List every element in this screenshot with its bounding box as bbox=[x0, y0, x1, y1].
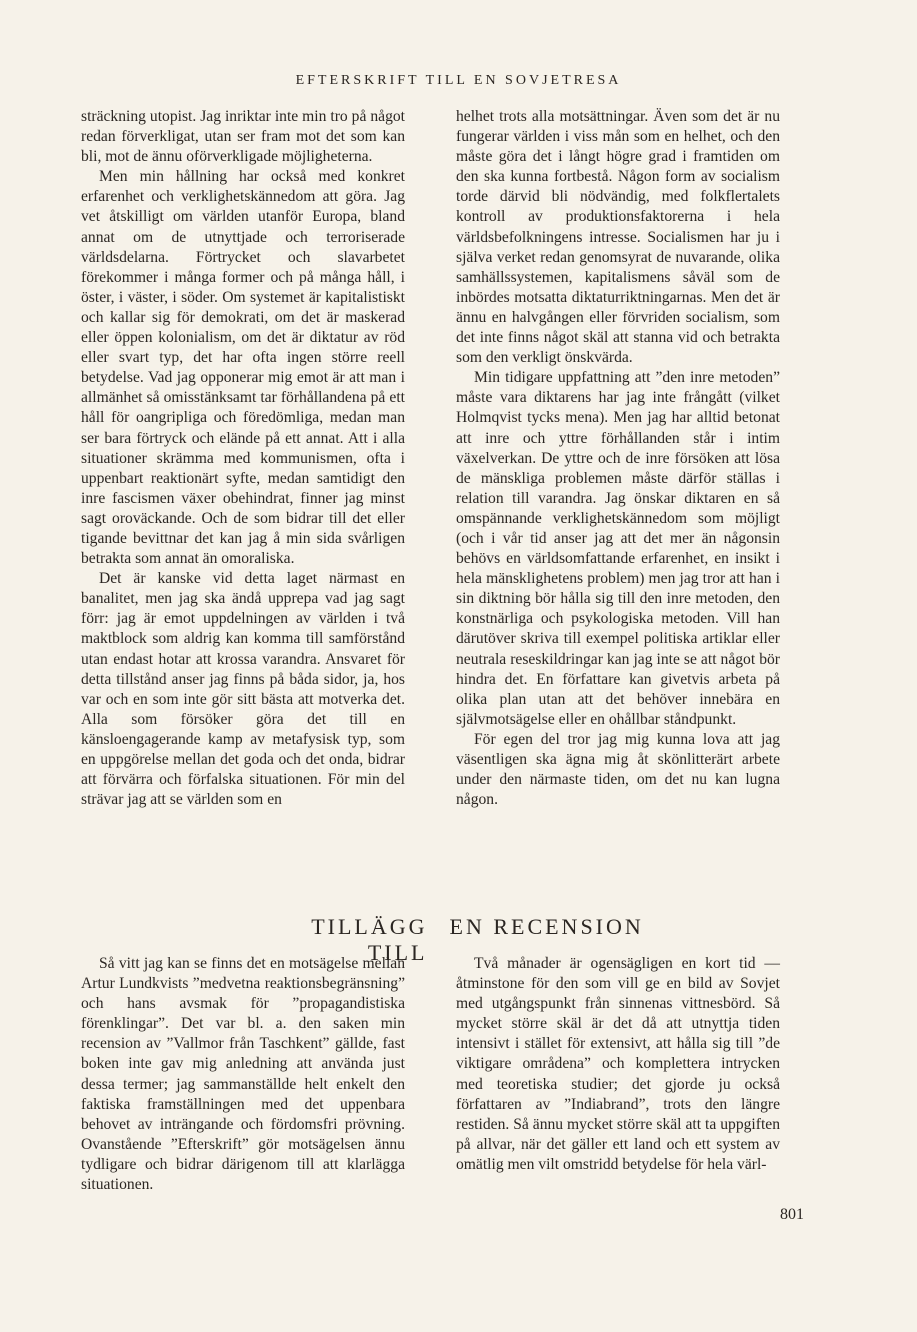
left-column-upper bbox=[81, 107, 405, 810]
section-title-part-1: TILLÄGG TILL bbox=[311, 914, 428, 965]
paragraph: sträckning utopist. Jag inriktar inte min tro på något redan förverkligat, utan ser fram mot det som kan bli, mot de ännu oförverkligade möjligheterna. bbox=[81, 108, 405, 166]
paragraph: Två månader är ogensägligen en kort tid — åtminstone för den som vill ge en bild av Sovjet med utgångspunkt från sinnenas vittnesbörd. Så mycket större skäl är det då att utnyttja tiden intensivt i stället för extensivt, att hålla sig till ”de viktigare områdena” och komplettera intrycken med teoretiska studier; det gjorde ju också författaren av ”Indiabrand”, trots den längre restiden. Så ännu mycket större skäl att ta uppgiften på allvar, när det gäller ett land och ett system av omätlig men vilt omstridd betydelse för hela värl- bbox=[456, 955, 780, 1173]
paragraph: Så vitt jag kan se finns det en motsägelse mellan Artur Lundkvists ”medvetna reaktionsbegränsning” och hans avsmak för ”propagandistiska förenklingar”. Det var bl. a. den saken min recension av ”Vallmor från Taschkent” gällde, fast boken inte gav mig anledning att använda just dessa termer; jag sammanställde helt enkelt den faktiska framställningen med det uppenbara behovet av inträngande och fördomsfri prövning. Ovanstående ”Efterskrift” gör motsägelsen ännu tydligare och bidrar därigenom till att klarlägga situationen. bbox=[81, 955, 405, 1194]
paragraph: Min tidigare uppfattning att ”den inre metoden” måste vara diktarens har jag inte frångått (vilket Holmqvist tycks mena). Men jag har alltid betonat att inre och yttre förhållanden står i intim växelverkan. De yttre och de inre försöken att lösa de mänskliga problemen måste därför ställas i relation till varandra. Jag önskar diktaren en så omspännande verklighetskännedom som möjligt (och i vår tid anser jag att det mer än någonsin behövs en världsomfattande erfarenhet, en insikt i hela mänsklighetens problem) men jag tror att han i sin diktning bör hålla sig till den inre metoden, den konstnärliga och psykologiska metoden. Vill han därutöver skriva till exempel politiska artiklar eller neutrala reseskildringar kan jag inte se att något bör hindra det. En författare kan givetvis arbeta på olika plan utan att det behöver innebära en självmotsägelse eller en ohållbar ståndpunkt. bbox=[456, 369, 780, 728]
paragraph: Det är kanske vid detta laget närmast en banalitet, men jag ska ändå upprepa vad jag sagt förr: jag är emot uppdelningen av världen i två maktblock som aldrig kan komma till samförstånd utan endast hotar att krossa varandra. Ansvaret för detta tillstånd anser jag finns på båda sidor, ja, hos var och en som inte gör sitt bästa att motverka det. Alla som försöker göra det till en känsloengagerande kamp av metafysisk typ, som en uppgörelse mellan det goda och det onda, bidrar att förvärra och förfalska situationen. För min del strävar jag att se världen som en bbox=[81, 570, 405, 809]
section-title-part-2: EN RECENSION bbox=[449, 914, 644, 939]
running-head: EFTERSKRIFT TILL EN SOVJETRESA bbox=[295, 73, 622, 88]
left-column-lower bbox=[81, 954, 405, 1195]
paragraph: För egen del tror jag mig kunna lova att jag väsentligen ska ägna mig åt skönlitterärt arbete under den närmaste tiden, om det nu kan lugna någon. bbox=[456, 730, 780, 809]
page-number: 801 bbox=[780, 1206, 804, 1223]
right-column-lower bbox=[456, 954, 780, 1175]
paragraph: Men min hållning har också med konkret erfarenhet och verklighetskännedom att göra. Jag vet åtskilligt om världen utanför Europa, bland annat om de utnyttjade och terroriserade världsdelarna. Förtrycket och slavarbetet förekommer i många former och på många håll, i öster, i väster, i söder. Om systemet är kapitalistiskt och kallar sig för demokrati, om det är maskerad eller öppen kolonialism, om det är diktatur av röd eller svart typ, det har ofta ingen större reell betydelse. Vad jag opponerar mig emot är att man i allmänhet så omisstänksamt tar förhållandena på ett håll för oangripliga och föredömliga, medan man ser bara förtryck och elände på ett annat. Att i alla situationer skrämma med kommunismen, ofta i uppenbart reaktionärt syfte, medan samtidigt den inre fascismen växer obehindrat, finner jag minst sagt oroväckande. Och de som bidrar till det eller tigande bevittnar det kan jag å min sida svårligen betrakta som annat än omoraliska. bbox=[81, 168, 405, 568]
paragraph: helhet trots alla motsättningar. Även som det är nu fungerar världen i viss mån som en helhet, och den måste göra det i långt högre grad i framtiden om den ska kunna fortbestå. Någon form av socialism torde därvid bli nödvändig, med folkflertalets kontroll av produktionsfaktorerna i hela världsbefolkningens intresse. Socialismen har ju i själva verket redan genomsyrat de nuvarande, olika samhällssystemen, kapitalismens såväl som de inbördes motsatta diktaturriktningarnas. Men det är ännu en halvgången eller förvriden socialism, som det inte finns något skäl att stanna vid och betrakta som den verkligt önskvärda. bbox=[456, 108, 780, 367]
right-column-upper bbox=[456, 107, 780, 810]
